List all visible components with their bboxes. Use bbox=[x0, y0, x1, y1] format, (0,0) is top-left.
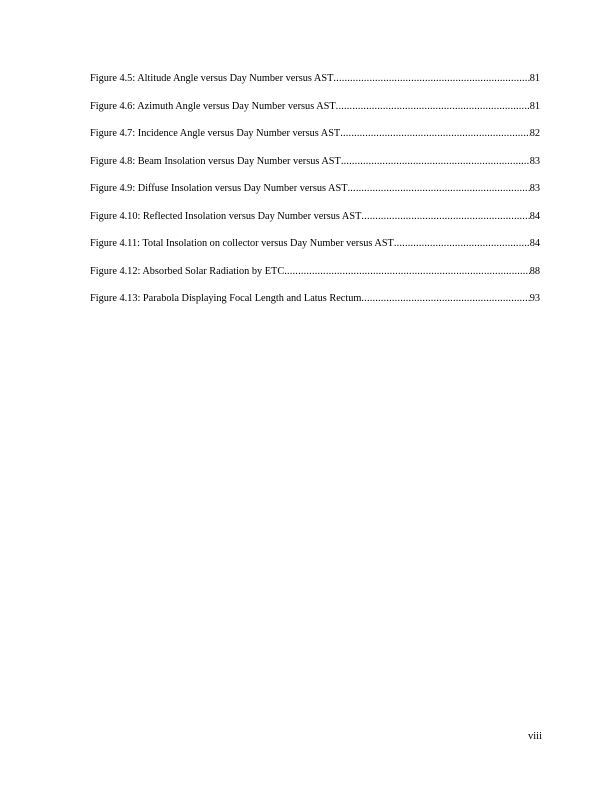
list-of-figures bbox=[90, 72, 540, 320]
toc-entry-title: Figure 4.6: Azimuth Angle versus Day Number versus AST bbox=[90, 100, 336, 112]
toc-entry-page: 84 bbox=[529, 210, 540, 222]
toc-entry-title: Figure 4.12: Absorbed Solar Radiation by ETC bbox=[90, 265, 285, 277]
toc-dot-leader bbox=[340, 127, 529, 141]
toc-entry-figure-4-13 bbox=[90, 292, 540, 306]
toc-dot-leader bbox=[284, 265, 530, 279]
toc-dot-leader bbox=[348, 182, 530, 196]
toc-entry-figure-4-8 bbox=[90, 155, 540, 169]
toc-entry-title: Figure 4.13: Parabola Displaying Focal Length and Latus Rectum bbox=[90, 293, 362, 304]
toc-dot-leader bbox=[341, 155, 530, 169]
toc-dot-leader bbox=[336, 100, 530, 114]
toc-entry-figure-4-9 bbox=[90, 182, 540, 196]
toc-entry-page: 93 bbox=[529, 293, 540, 304]
toc-entry-page: 81 bbox=[529, 73, 540, 84]
toc-entry-title: Figure 4.5: Altitude Angle versus Day Number versus AST bbox=[90, 73, 334, 84]
toc-entry-title: Figure 4.8: Beam Insolation versus Day Number versus AST bbox=[90, 155, 341, 167]
toc-dot-leader bbox=[361, 210, 529, 224]
toc-entry-page: 82 bbox=[529, 128, 540, 139]
toc-entry-figure-4-11 bbox=[90, 237, 540, 251]
toc-entry-page: 88 bbox=[529, 265, 540, 277]
toc-entry-page: 83 bbox=[529, 183, 540, 194]
toc-dot-leader bbox=[394, 237, 530, 251]
toc-entry-figure-4-5 bbox=[90, 72, 540, 86]
toc-entry-title: Figure 4.9: Diffuse Insolation versus Day Number versus AST bbox=[90, 183, 348, 194]
toc-entry-figure-4-10 bbox=[90, 210, 540, 224]
toc-entry-page: 81 bbox=[529, 100, 540, 112]
toc-entry-figure-4-6 bbox=[90, 100, 540, 114]
toc-entry-title: Figure 4.11: Total Insolation on collector versus Day Number versus AST bbox=[90, 238, 394, 249]
toc-entry-figure-4-12 bbox=[90, 265, 540, 279]
toc-entry-page: 83 bbox=[529, 155, 540, 167]
toc-dot-leader bbox=[333, 72, 529, 86]
toc-dot-leader bbox=[361, 292, 529, 306]
toc-entry-title: Figure 4.7: Incidence Angle versus Day Number versus AST bbox=[90, 128, 341, 139]
toc-entry-title: Figure 4.10: Reflected Insolation versus Day Number versus AST bbox=[90, 210, 362, 222]
toc-entry-page: 84 bbox=[529, 238, 540, 249]
page-number: viii bbox=[527, 731, 542, 742]
toc-entry-figure-4-7 bbox=[90, 127, 540, 141]
